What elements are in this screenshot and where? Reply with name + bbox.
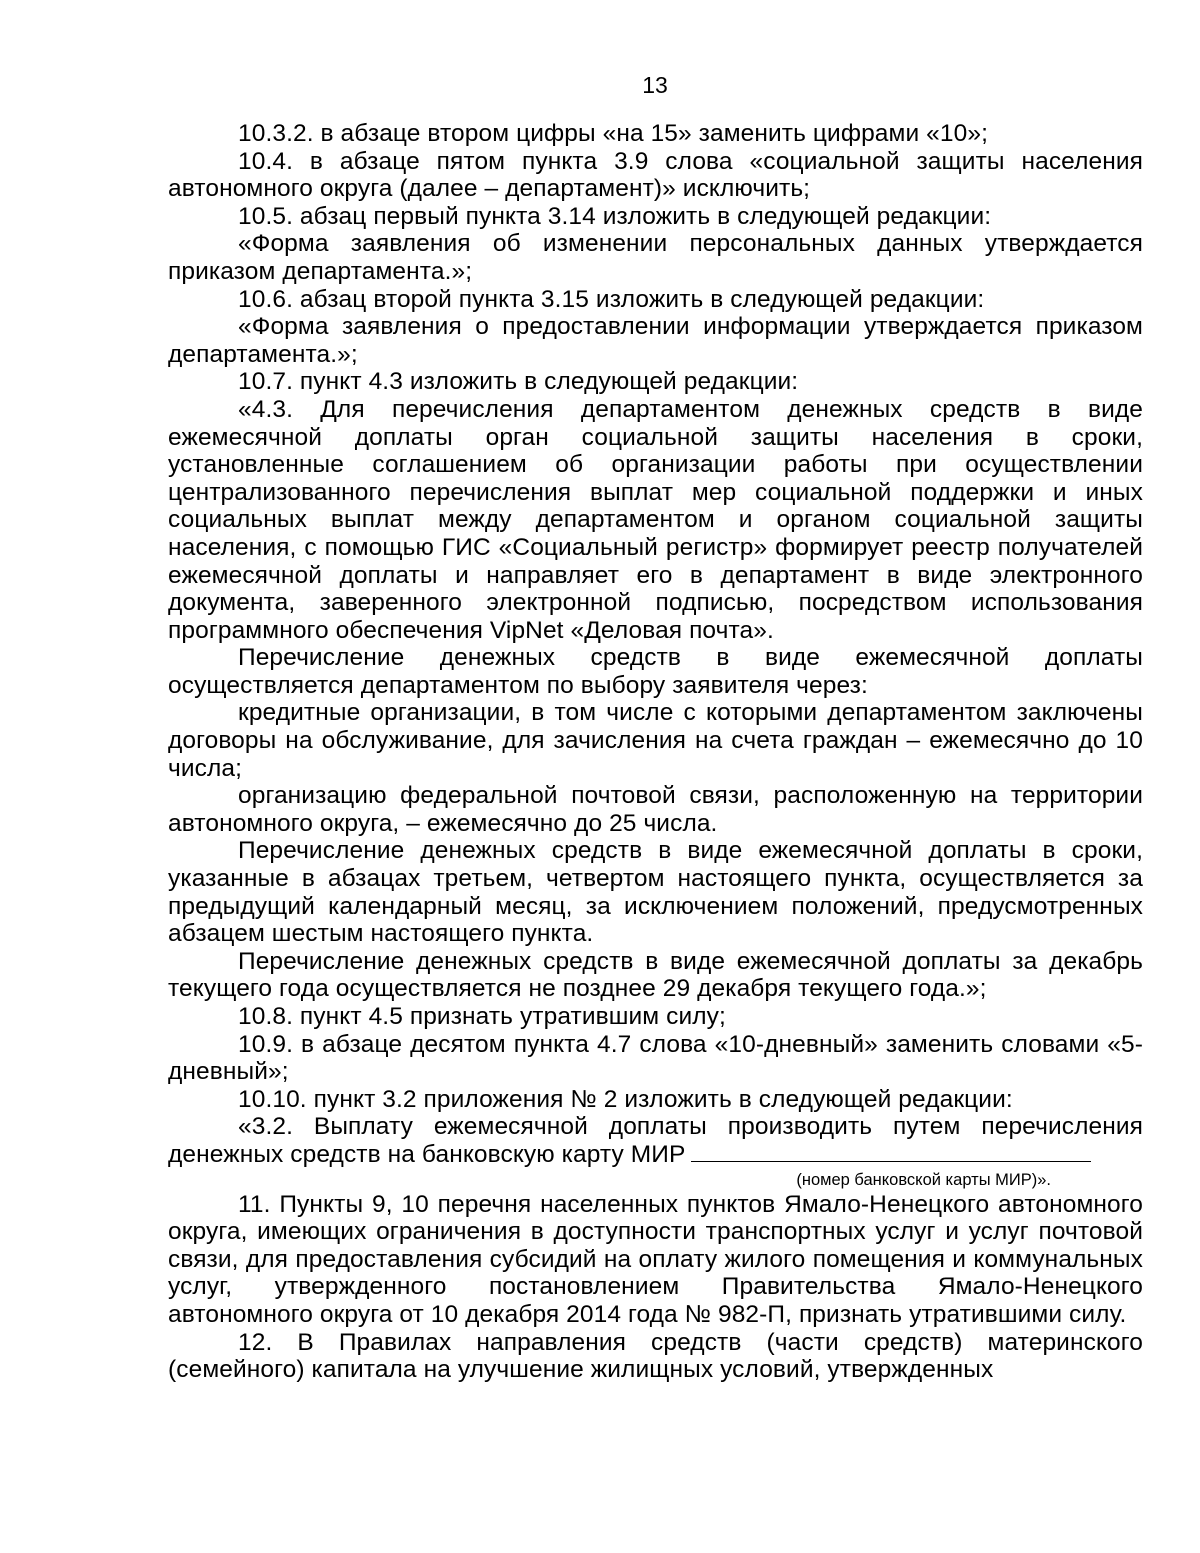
paragraph-10-6: 10.6. абзац второй пункта 3.15 изложить в следующей редакции: xyxy=(238,285,985,313)
page-number: 13 xyxy=(642,72,668,98)
paragraph-4-3: «4.3. Для перечисления департаментом денежных средств в виде ежемесячной доплаты орган социальной защиты населения в сроки, установленные соглашением об организации работы при осуществлении централизованного перечисления выплат мер социальной поддержки и иных социальных выплат между департаментом и органом социальной защиты населения, с помощью ГИС «Социальный регистр» формирует реестр получателей ежемесячной доплаты и направляет его в департамент в виде электронного документа, заверенного электронной подписью, посредством использования программного обеспечения VipNet «Деловая почта». xyxy=(168,395,1143,644)
paragraph-10-4: 10.4. в абзаце пятом пункта 3.9 слова «социальной защиты населения автономного округа (далее – департамент)» исключить; xyxy=(168,147,1143,203)
paragraph-december-transfer: Перечисление денежных средств в виде ежемесячной доплаты за декабрь текущего года осуществляется не позднее 29 декабря текущего года.»; xyxy=(168,947,1143,1003)
paragraph-quote-form-information: «Форма заявления о предоставлении информации утверждается приказом департамента.»; xyxy=(168,313,1143,368)
paragraph-postal-organization: организацию федеральной почтовой связи, расположенную на территории автономного округа, – ежемесячно до 25 числа. xyxy=(168,782,1143,837)
paragraph-transfer-terms: Перечисление денежных средств в виде ежемесячной доплаты в сроки, указанные в абзацах третьем, четвертом настоящего пункта, осуществляется за предыдущий календарный месяц, за исключением положений, предусмотренных абзацем шестым настоящего пункта. xyxy=(168,837,1143,948)
document-body xyxy=(168,120,1143,1384)
paragraph-transfer-via: Перечисление денежных средств в виде ежемесячной доплаты осуществляется департаментом по выбору заявителя через: xyxy=(168,644,1143,699)
paragraph-12: 12. В Правилах направления средств (части средств) материнского (семейного) капитала на улучшение жилищных условий, утвержденных xyxy=(168,1328,1143,1384)
paragraph-3-2-card xyxy=(168,1113,1143,1168)
paragraph-10-7: 10.7. пункт 4.3 изложить в следующей редакции: xyxy=(238,368,799,396)
paragraph-10-9: 10.9. в абзаце десятом пункта 4.7 слова «10-дневный» заменить словами «5-дневный»; xyxy=(168,1030,1143,1086)
card-number-caption: (номер банковской карты МИР)». xyxy=(796,1170,1051,1189)
paragraph-10-10: 10.10. пункт 3.2 приложения № 2 изложить в следующей редакции: xyxy=(238,1085,1013,1113)
card-number-blank-line xyxy=(691,1141,1091,1162)
paragraph-10-3-2: 10.3.2. в абзаце втором цифры «на 15» заменить цифрами «10»; xyxy=(238,120,988,147)
paragraph-11: 11. Пункты 9, 10 перечня населенных пунктов Ямало-Ненецкого автономного округа, имеющих ограничения в доступности транспортных услуг и услуг почтовой связи, для предоставления субсидий на оплату жилого помещения и коммунальных услуг, утвержденного постановлением Правительства Ямало-Ненецкого автономного округа от 10 декабря 2014 года № 982-П, признать утратившими силу. xyxy=(168,1190,1143,1328)
paragraph-10-5: 10.5. абзац первый пункта 3.14 изложить в следующей редакции: xyxy=(238,202,992,230)
paragraph-10-8: 10.8. пункт 4.5 признать утратившим силу; xyxy=(238,1003,726,1030)
card-paragraph-text: «3.2. Выплату ежемесячной доплаты производить путем перечисления денежных средств на банковскую карту МИР xyxy=(168,1113,1143,1168)
paragraph-quote-form-personal-data: «Форма заявления об изменении персональных данных утверждается приказом департамента.»; xyxy=(168,230,1143,285)
paragraph-credit-organizations: кредитные организации, в том числе с которыми департаментом заключены договоры на обслуживание, для зачисления на счета граждан – ежемесячно до 10 числа; xyxy=(168,699,1143,782)
